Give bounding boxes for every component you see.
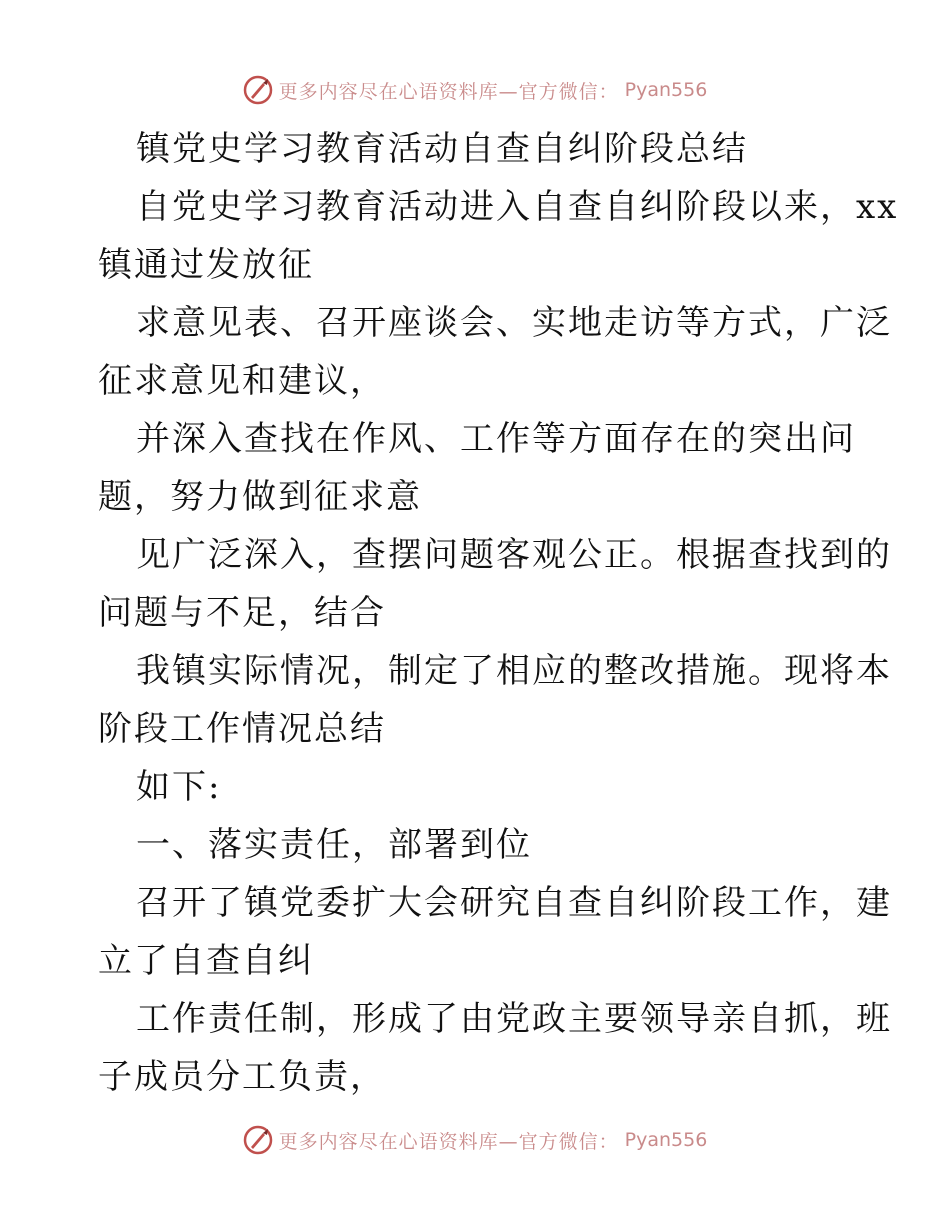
watermark-text: 更多内容尽在心语资料库—官方微信： <box>278 1130 619 1153</box>
footer-watermark <box>0 1120 950 1160</box>
text-line: 征求意见和建议， <box>98 361 386 401</box>
text-line: 自党史学习教育活动进入自查自纠阶段以来，xx <box>136 187 899 227</box>
text-line: 工作责任制，形成了由党政主要领导亲自抓，班 <box>136 999 892 1039</box>
text-line: 子成员分工负责， <box>98 1057 386 1097</box>
text-line: 镇通过发放征 <box>98 245 314 285</box>
text-line: 并深入查找在作风、工作等方面存在的突出问 <box>136 419 856 459</box>
header-watermark <box>0 70 950 110</box>
section-heading: 一、落实责任，部署到位 <box>136 825 532 865</box>
text-line: 题，努力做到征求意 <box>98 477 422 517</box>
text-line: 求意见表、召开座谈会、实地走访等方式，广泛 <box>136 303 892 343</box>
text-line: 见广泛深入，查摆问题客观公正。根据查找到的 <box>136 535 892 575</box>
text-line: 阶段工作情况总结 <box>98 709 386 749</box>
quill-logo-icon <box>243 75 273 105</box>
watermark-id: Pyan556 <box>624 79 708 101</box>
document-title: 镇党史学习教育活动自查自纠阶段总结 <box>136 129 748 169</box>
document-body <box>98 120 899 1106</box>
text-line: 立了自查自纠 <box>98 941 314 981</box>
text-line: 我镇实际情况，制定了相应的整改措施。现将本 <box>136 651 892 691</box>
quill-logo-icon <box>243 1125 273 1155</box>
watermark-text: 更多内容尽在心语资料库—官方微信： <box>278 80 619 103</box>
text-line: 问题与不足，结合 <box>98 593 386 633</box>
text-line: 召开了镇党委扩大会研究自查自纠阶段工作，建 <box>136 883 892 923</box>
text-line: 如下: <box>136 767 222 807</box>
watermark-id: Pyan556 <box>624 1129 708 1151</box>
